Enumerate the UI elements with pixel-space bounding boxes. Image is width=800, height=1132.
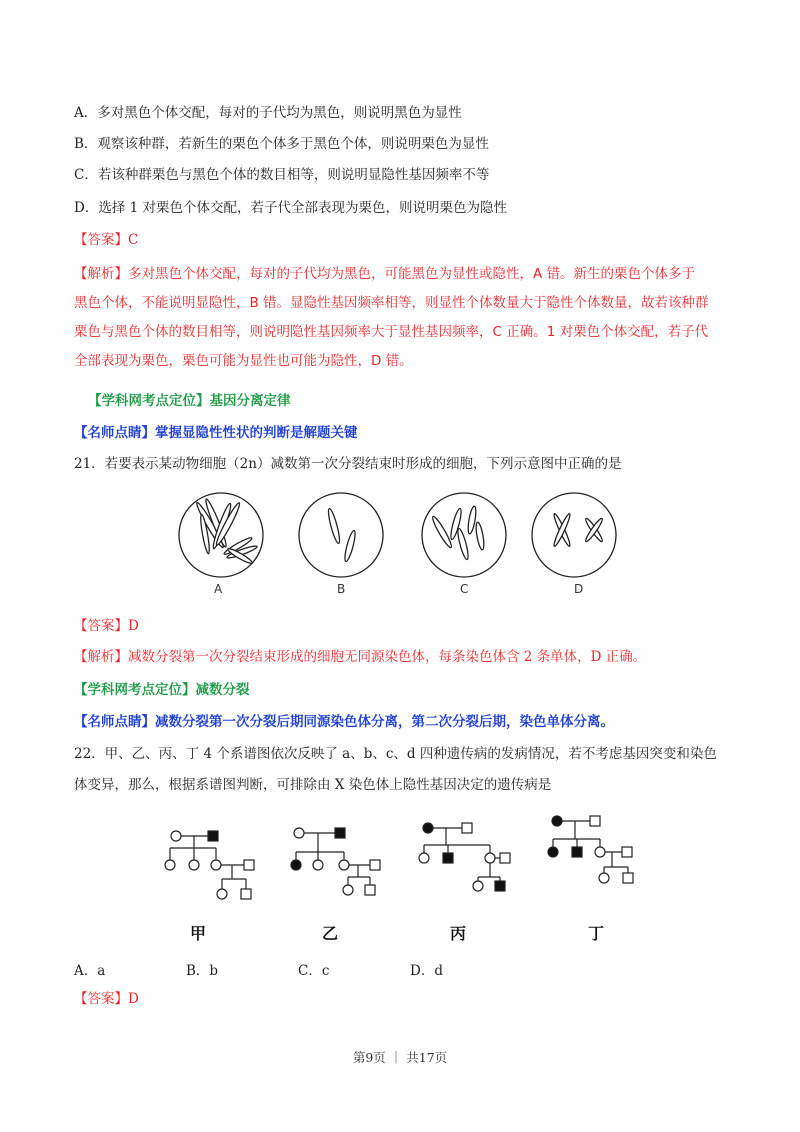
cell-label-c: C <box>460 582 469 596</box>
cell-d-membrane <box>532 493 616 577</box>
pedigree-yi <box>291 828 380 895</box>
q20-option-d: D．选择 1 对栗色个体交配，若子代全部表现为栗色，则说明栗色为隐性 <box>74 200 507 216</box>
pedigree-label-yi: 乙 <box>322 924 339 943</box>
cell-b <box>299 493 383 577</box>
q22-answer: 【答案】D <box>74 991 139 1007</box>
q20-analysis-line: 全部表现为栗色，栗色可能为显性也可能为隐性，D 错。 <box>74 353 413 369</box>
pedigree-label-bing: 丙 <box>450 924 467 943</box>
q22-option-a: A．a <box>74 963 106 979</box>
page-footer: 第9页 ｜ 共17页 <box>352 1050 448 1065</box>
q21-stem: 21．若要表示某动物细胞（2n）减数第一次分裂结束时形成的细胞，下列示意图中正确的是 <box>74 456 622 472</box>
q20-analysis-line: 【解析】多对黑色个体交配，每对的子代均为黑色，可能黑色为显性或隐性，A 错。新生的栗色个体多于 <box>74 266 696 282</box>
pedigree-ding <box>548 816 633 883</box>
cell-c <box>422 493 506 577</box>
q20-analysis-line: 栗色与黑色个体的数目相等，则说明隐性基因频率大于显性基因频率，C 正确。1 对栗色个体交配，若子代 <box>74 324 709 340</box>
q21-kaodian: 【学科网考点定位】减数分裂 <box>74 682 250 698</box>
q20-analysis <box>74 260 734 376</box>
q21-dianjing: 【名师点睛】减数分裂第一次分裂后期同源染色体分离，第二次分裂后期，染色单体分离。 <box>74 714 614 730</box>
q22-option-c: C．c <box>298 963 330 979</box>
q22-stem-line2: 体变异，那么，根据系谱图判断，可排除由 X 染色体上隐性基因决定的遗传病是 <box>74 777 552 793</box>
cell-label-b: B <box>337 582 346 596</box>
cell-diagrams <box>0 490 800 610</box>
q22-option-b: B．b <box>186 963 219 979</box>
q20-option-a: A．多对黑色个体交配，每对的子代均为黑色，则说明黑色为显性 <box>74 105 462 121</box>
q21-answer: 【答案】D <box>74 618 139 634</box>
pedigree-label-ding: 丁 <box>588 924 605 943</box>
q20-analysis-line: 黑色个体，不能说明显隐性，B 错。显隐性基因频率相等，则显性个体数量大于隐性个体数量，故若该种群 <box>74 295 709 311</box>
q20-option-c: C．若该种群栗色与黑色个体的数目相等，则说明显隐性基因频率不等 <box>74 167 490 183</box>
pedigree-diagrams <box>0 805 800 905</box>
q20-dianjing: 【名师点睛】掌握显隐性性状的判断是解题关键 <box>74 425 358 441</box>
pedigree-bing <box>419 823 510 891</box>
cell-label-a: A <box>214 582 223 596</box>
q20-answer: 【答案】C <box>74 232 139 248</box>
cell-a <box>179 493 263 577</box>
cell-b-membrane <box>299 493 383 577</box>
q21-analysis: 【解析】减数分裂第一次分裂结束形成的细胞无同源染色体，每条染色体含 2 条单体，D 正确。 <box>74 649 647 665</box>
cell-d <box>532 493 616 577</box>
q22-stem-line1: 22．甲、乙、丙、丁 4 个系谱图依次反映了 a、b、c、d 四种遗传病的发病情况，若不考虑基因突变和染色 <box>74 746 717 762</box>
cell-label-d: D <box>574 582 584 596</box>
q22-option-d: D．d <box>410 963 443 979</box>
q20-option-b: B．观察该种群，若新生的栗色个体多于黑色个体，则说明栗色为显性 <box>74 136 489 152</box>
pedigree-jia <box>165 831 254 899</box>
q20-kaodian: 【学科网考点定位】基因分离定律 <box>88 393 291 409</box>
pedigree-label-jia: 甲 <box>190 924 207 943</box>
